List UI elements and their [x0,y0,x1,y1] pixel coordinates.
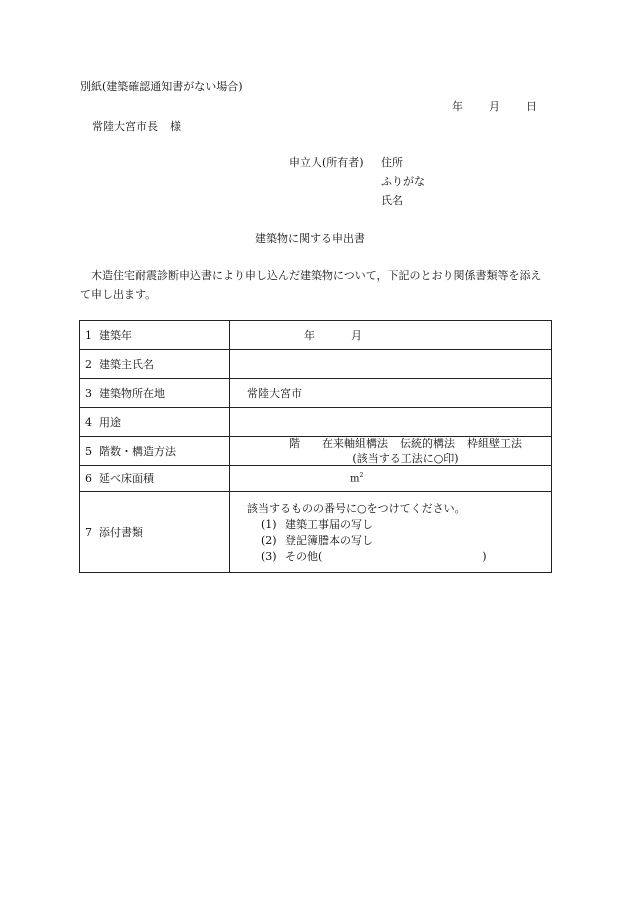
row-label-text: 延べ床面積 [99,472,154,485]
row-number: 3 [85,386,92,400]
building-info-table [79,320,552,573]
row-label [80,408,230,437]
attachments-instruction: 該当するものの番号に○をつけてください。 [247,501,466,515]
row-number: 6 [85,472,92,485]
attachment-label: 別紙(建築確認通知書がない場合) [80,80,243,93]
document-title: 建築物に関する申出書 [255,232,365,245]
structure-note: (該当する工法に○印) [352,452,459,465]
row-label [80,437,230,466]
addressee-honorific: 様 [170,120,181,133]
row-label [80,321,230,350]
area-unit-sup: 2 [359,471,364,479]
row-label-text: 建築年 [99,328,132,342]
use-value [230,408,552,437]
row-label-text: 用途 [99,415,121,429]
applicant-furigana-label: ふりがな [381,175,425,188]
floors-structure-value [230,437,552,466]
row-number: 5 [85,444,92,458]
row-label-text: 添付書類 [99,525,143,539]
method-conventional: 在来軸組構法 [322,437,388,450]
attachments-value [230,492,552,573]
floor-area-value [230,466,552,492]
table-row [80,350,552,379]
option-number: (1) [261,517,277,531]
date-line [452,101,537,112]
row-number: 1 [85,328,92,342]
date-day: 日 [526,100,537,113]
table-row [80,321,552,350]
floor-word: 階 [289,437,300,450]
row-label [80,466,230,492]
method-frame-wall: 枠組壁工法 [467,437,522,450]
attachment-option [247,551,551,562]
table-row [80,379,552,408]
row-label-text: 建築主氏名 [99,357,154,371]
table-row [80,492,552,573]
build-year-month: 月 [351,328,362,342]
applicant-address-label: 住所 [381,156,403,169]
area-unit: m [350,473,360,485]
body-text: 木造住宅耐震診断申込書により申し込んだ建築物について，下記のとおり関係書類等を添えて申し出ます。 [80,269,542,301]
table-row [80,466,552,492]
option-text: その他( [285,549,323,563]
option-text: 登記簿謄本の写し [285,533,373,547]
addressee-name: 常陸大宮市長 [92,120,158,133]
option-number: (2) [261,533,277,547]
date-month: 月 [489,100,500,113]
row-number: 4 [85,415,92,429]
row-label [80,379,230,408]
build-year-value [230,321,552,350]
row-label-text: 階数・構造方法 [99,444,176,458]
date-year: 年 [452,100,463,113]
location-value: 常陸大宮市 [230,379,552,408]
attachment-option [247,535,551,546]
option-close-paren: ) [482,549,487,563]
addressee [92,121,181,132]
structure-options [230,438,551,449]
option-number: (3) [261,549,277,563]
owner-name-value [230,350,552,379]
row-label [80,492,230,573]
row-number: 2 [85,357,92,371]
table-row [80,408,552,437]
row-label-text: 建築物所在地 [99,386,165,400]
option-text: 建築工事届の写し [285,517,373,531]
applicant-name-label: 氏名 [381,194,403,207]
build-year-year: 年 [304,328,315,342]
row-label [80,350,230,379]
table-row [80,437,552,466]
applicant-label: 申立人(所有者) [289,156,364,169]
method-traditional: 伝統的構法 [400,437,455,450]
attachment-option [247,519,551,530]
row-number: 7 [85,525,92,539]
